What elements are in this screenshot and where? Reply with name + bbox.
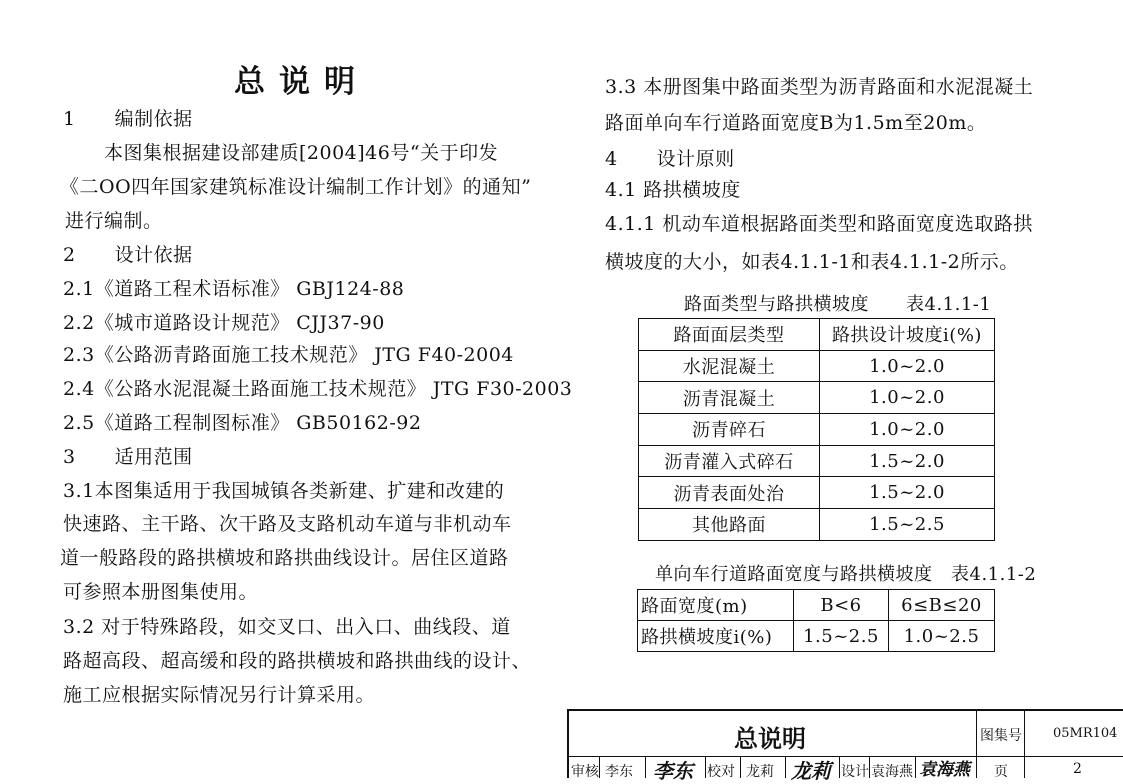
designer-signature: 袁海燕 bbox=[919, 760, 970, 780]
section-heading: 1 编制依据 bbox=[63, 108, 193, 130]
table-row bbox=[639, 509, 995, 541]
design-label: 设计 bbox=[841, 764, 869, 780]
table-cell: 1.0~2.5 bbox=[889, 621, 995, 652]
body-text-line: 可参照本册图集使用。 bbox=[63, 581, 259, 603]
table-cell: 路拱横坡度i(%) bbox=[638, 621, 794, 652]
subsection-heading: 4.1 路拱横坡度 bbox=[605, 179, 741, 201]
body-text-line: 本图集根据建设部建质[2004]46号“关于印发 bbox=[104, 142, 499, 164]
table-row bbox=[638, 590, 995, 621]
table-cell: 1.0~2.0 bbox=[820, 382, 995, 414]
divider bbox=[785, 756, 786, 778]
check-label: 校对 bbox=[707, 764, 735, 780]
checker-signature: 龙莉 bbox=[791, 759, 831, 783]
divider bbox=[869, 756, 870, 778]
table-cell: 1.0~2.0 bbox=[820, 350, 995, 382]
page-title: 总说明 bbox=[234, 64, 369, 100]
body-text-line: 路面单向车行道路面宽度B为1.5m至20m。 bbox=[605, 112, 987, 134]
table-cell: 1.5~2.0 bbox=[820, 445, 995, 477]
body-text-line: 快速路、主干路、次干路及支路机动车道与非机动车 bbox=[63, 513, 512, 535]
table-cell: 1.0~2.0 bbox=[820, 414, 995, 446]
table-row bbox=[639, 445, 995, 477]
atlas-number: 05MR104 bbox=[1053, 726, 1118, 741]
table-cell: 水泥混凝土 bbox=[639, 350, 820, 382]
table-cell: 沥青表面处治 bbox=[639, 477, 820, 509]
pavement-slope-table bbox=[638, 318, 995, 541]
page-number: 2 bbox=[1073, 761, 1082, 777]
table-cell: 1.5~2.0 bbox=[820, 477, 995, 509]
body-text-line: 施工应根据实际情况另行计算采用。 bbox=[63, 684, 376, 706]
table-cell: 1.5~2.5 bbox=[820, 509, 995, 541]
body-text-line: 进行编制。 bbox=[65, 210, 163, 232]
divider bbox=[915, 756, 916, 778]
table-cell: 沥青混凝土 bbox=[639, 382, 820, 414]
page-label: 页 bbox=[994, 764, 1008, 780]
checker-name: 龙莉 bbox=[746, 764, 774, 780]
table-header-cell: 路拱设计坡度i(%) bbox=[820, 319, 995, 351]
reference-item: 2.5《道路工程制图标准》 GB50162-92 bbox=[63, 412, 422, 434]
reference-item: 2.2《城市道路设计规范》 CJJ37-90 bbox=[63, 312, 385, 334]
section-heading: 3 适用范围 bbox=[63, 446, 193, 468]
table-cell: 沥青灌入式碎石 bbox=[639, 445, 820, 477]
table-cell: 1.5~2.5 bbox=[794, 621, 889, 652]
width-slope-table bbox=[637, 589, 995, 652]
reviewer-name: 李东 bbox=[605, 764, 633, 780]
body-text-line: 道一般路段的路拱横坡和路拱曲线设计。居住区道路 bbox=[60, 547, 509, 569]
reviewer-signature: 李东 bbox=[653, 759, 693, 783]
table-cell: 其他路面 bbox=[639, 509, 820, 541]
table-row bbox=[638, 621, 995, 652]
reference-item: 2.3《公路沥青路面施工技术规范》 JTG F40-2004 bbox=[63, 344, 514, 366]
divider bbox=[839, 756, 840, 778]
body-text-line: 3.1本图集适用于我国城镇各类新建、扩建和改建的 bbox=[63, 480, 505, 502]
table-row bbox=[639, 350, 995, 382]
table-header-cell: 路面面层类型 bbox=[639, 319, 820, 351]
divider bbox=[740, 756, 741, 778]
review-label: 审核 bbox=[571, 764, 599, 780]
body-text-line: 3.3 本册图集中路面类型为沥青路面和水泥混凝土 bbox=[605, 76, 1034, 98]
divider bbox=[1024, 711, 1025, 778]
body-text-line: 4.1.1 机动车道根据路面类型和路面宽度选取路拱 bbox=[605, 213, 1033, 235]
table-row bbox=[639, 382, 995, 414]
table-cell: 沥青碎石 bbox=[639, 414, 820, 446]
table-header-row bbox=[639, 319, 995, 351]
divider bbox=[976, 711, 977, 778]
table-cell: 路面宽度(m) bbox=[638, 590, 794, 621]
body-text-line: 横坡度的大小，如表4.1.1-1和表4.1.1-2所示。 bbox=[605, 251, 1019, 273]
section-heading: 4 设计原则 bbox=[605, 148, 735, 170]
divider bbox=[705, 756, 706, 778]
atlas-number-label: 图集号 bbox=[980, 728, 1022, 744]
reference-item: 2.1《道路工程术语标准》 GBJ124-88 bbox=[63, 278, 405, 300]
section-heading: 2 设计依据 bbox=[63, 244, 193, 266]
divider bbox=[645, 756, 646, 778]
table-row bbox=[639, 414, 995, 446]
table1-caption: 路面类型与路拱横坡度 表4.1.1-1 bbox=[684, 294, 992, 315]
reference-item: 2.4《公路水泥混凝土路面施工技术规范》 JTG F30-2003 bbox=[63, 378, 573, 400]
body-text-line: 路超高段、超高缓和段的路拱横坡和路拱曲线的设计、 bbox=[63, 650, 532, 672]
drawing-title: 总说明 bbox=[734, 725, 806, 753]
table-row bbox=[639, 477, 995, 509]
designer-name: 袁海燕 bbox=[871, 764, 913, 780]
table-cell: 6≤B≤20 bbox=[889, 590, 995, 621]
title-block bbox=[567, 709, 1123, 783]
divider bbox=[599, 756, 600, 778]
body-text-line: 《二OO四年国家建筑标准设计编制工作计划》的通知” bbox=[60, 176, 532, 198]
table-cell: B<6 bbox=[794, 590, 889, 621]
body-text-line: 3.2 对于特殊路段，如交叉口、出入口、曲线段、道 bbox=[63, 616, 511, 638]
table2-caption: 单向车行道路面宽度与路拱横坡度 表4.1.1-2 bbox=[655, 564, 1037, 585]
